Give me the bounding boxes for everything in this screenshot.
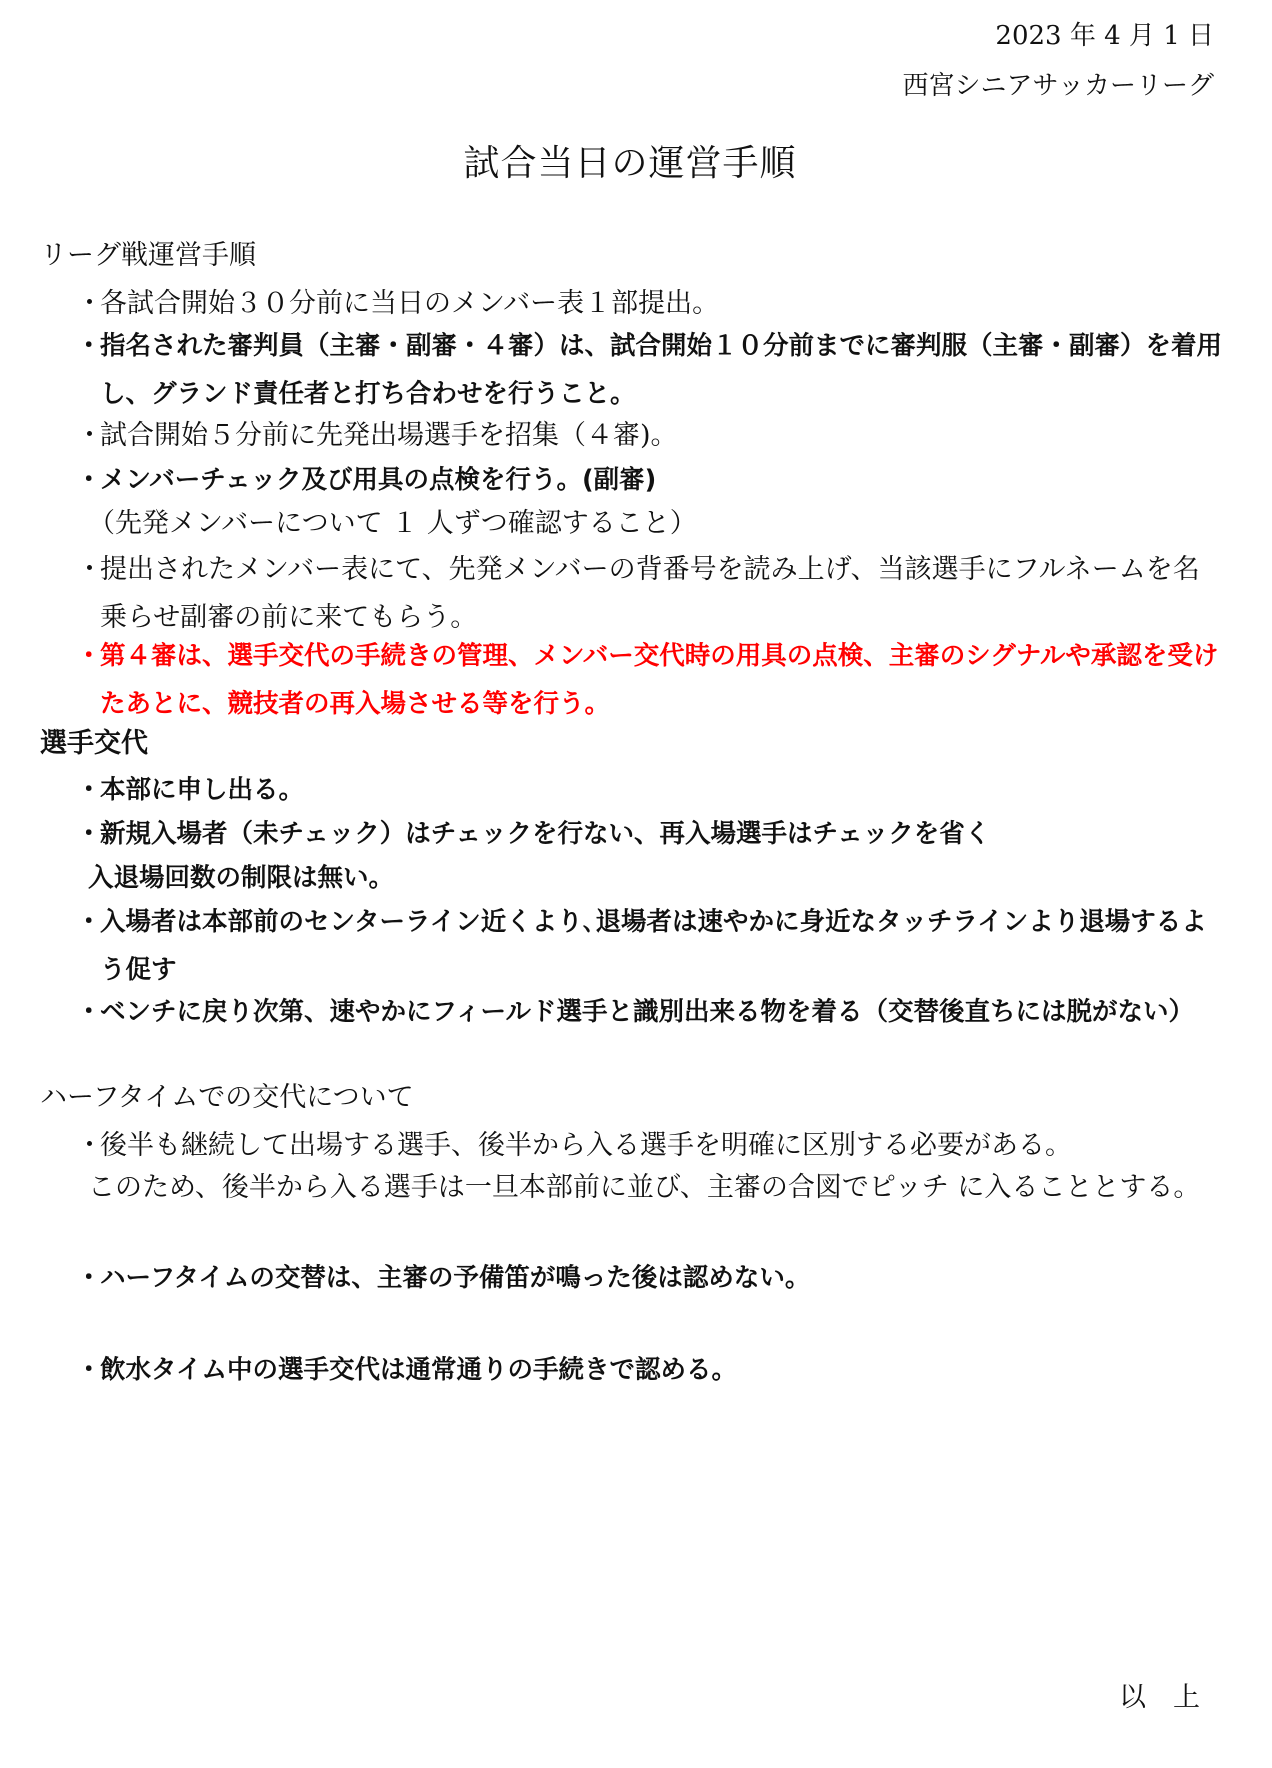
section-heading-halftime: ハーフタイムでの交代について: [40, 1082, 414, 1113]
list-item: [76, 766, 1226, 814]
bullet: ・: [76, 819, 102, 849]
list-item-text: ベンチに戻り次第、速やかにフィールド選手と識別出来る物を着る（交替後直ちには脱がない）: [100, 997, 1194, 1027]
list-item: [76, 322, 1226, 418]
list-item-text: 後半も継続して出場する選手、後半から入る選手を明確に区別する必要がある。: [100, 1130, 1072, 1161]
list-item-text: 試合開始５分前に先発出場選手を招集（４審)。: [100, 420, 678, 451]
list-item: [76, 1122, 1226, 1170]
bullet: ・: [76, 775, 102, 805]
bullet: ・: [76, 465, 102, 495]
list-item-text: 新規入場者（未チェック）はチェックを行ない、再入場選手はチェックを省く: [100, 819, 991, 849]
bullet: ・: [76, 997, 102, 1027]
bullet: ・: [76, 1130, 103, 1161]
list-item: [76, 810, 1226, 858]
list-item: [76, 988, 1226, 1036]
list-item-note: 入退場回数の制限は無い。: [88, 863, 395, 893]
bullet: ・: [76, 907, 102, 937]
list-item: [76, 546, 1226, 642]
list-item-text: 本部に申し出る。: [100, 775, 305, 805]
highlighted-list-item: [76, 632, 1226, 728]
list-item-text: ハーフタイムの交替は、主審の予備笛が鳴った後は認めない。: [100, 1263, 811, 1293]
list-item: [76, 1346, 1226, 1394]
closing-text: 以 上: [1119, 1682, 1200, 1713]
list-item: [76, 898, 1226, 994]
list-item-text: 第４審は、選手交代の手続きの管理、メンバー交代時の用具の点検、主審のシグナルや承認を受けたあとに、競技者の再入場させる等を行う。: [100, 641, 1219, 719]
bullet: ・: [76, 1263, 102, 1293]
list-item: [76, 1254, 1226, 1302]
list-item-note: （先発メンバーについて １ 人ずつ確認すること）: [88, 508, 697, 539]
list-item-text: 各試合開始３０分前に当日のメンバー表１部提出。: [100, 288, 720, 319]
document-date: 2023 年 4 月 1 日: [995, 21, 1214, 51]
bullet: ・: [76, 420, 103, 451]
bullet: ・: [76, 288, 103, 319]
list-item-note: このため、後半から入る選手は一旦本部前に並び、主審の合図でピッチ に入ることとする。: [88, 1172, 1201, 1203]
bullet: ・: [76, 331, 102, 361]
list-item-text: 入場者は本部前のセンターライン近くより､退場者は速やかに身近なタッチラインより退場するよう促す: [100, 907, 1207, 985]
list-item-text: 指名された審判員（主審・副審・４審）は、試合開始１０分前までに審判服（主審・副審）を着用し、グランド責任者と打ち合わせを行うこと。: [100, 331, 1223, 409]
list-item: [76, 412, 1226, 460]
document-title: 試合当日の運営手順: [463, 143, 797, 184]
organization-name: 西宮シニアサッカーリーグ: [902, 71, 1214, 101]
list-item: [76, 456, 1226, 504]
bullet: ・: [76, 1355, 102, 1385]
list-item-text: 提出されたメンバー表にて、先発メンバーの背番号を読み上げ、当該選手にフルネームを名乗らせ副審の前に来てもらう。: [100, 554, 1200, 633]
section-heading-league-operation: リーグ戦運営手順: [40, 240, 256, 271]
list-item-text: 飲水タイム中の選手交代は通常通りの手続きで認める。: [100, 1355, 737, 1385]
list-item-text: メンバーチェック及び用具の点検を行う。(副審): [100, 465, 657, 495]
section-heading-substitution: 選手交代: [40, 728, 148, 759]
bullet: ・: [76, 554, 103, 585]
bullet: ・: [76, 641, 102, 671]
list-item: [76, 280, 1226, 328]
